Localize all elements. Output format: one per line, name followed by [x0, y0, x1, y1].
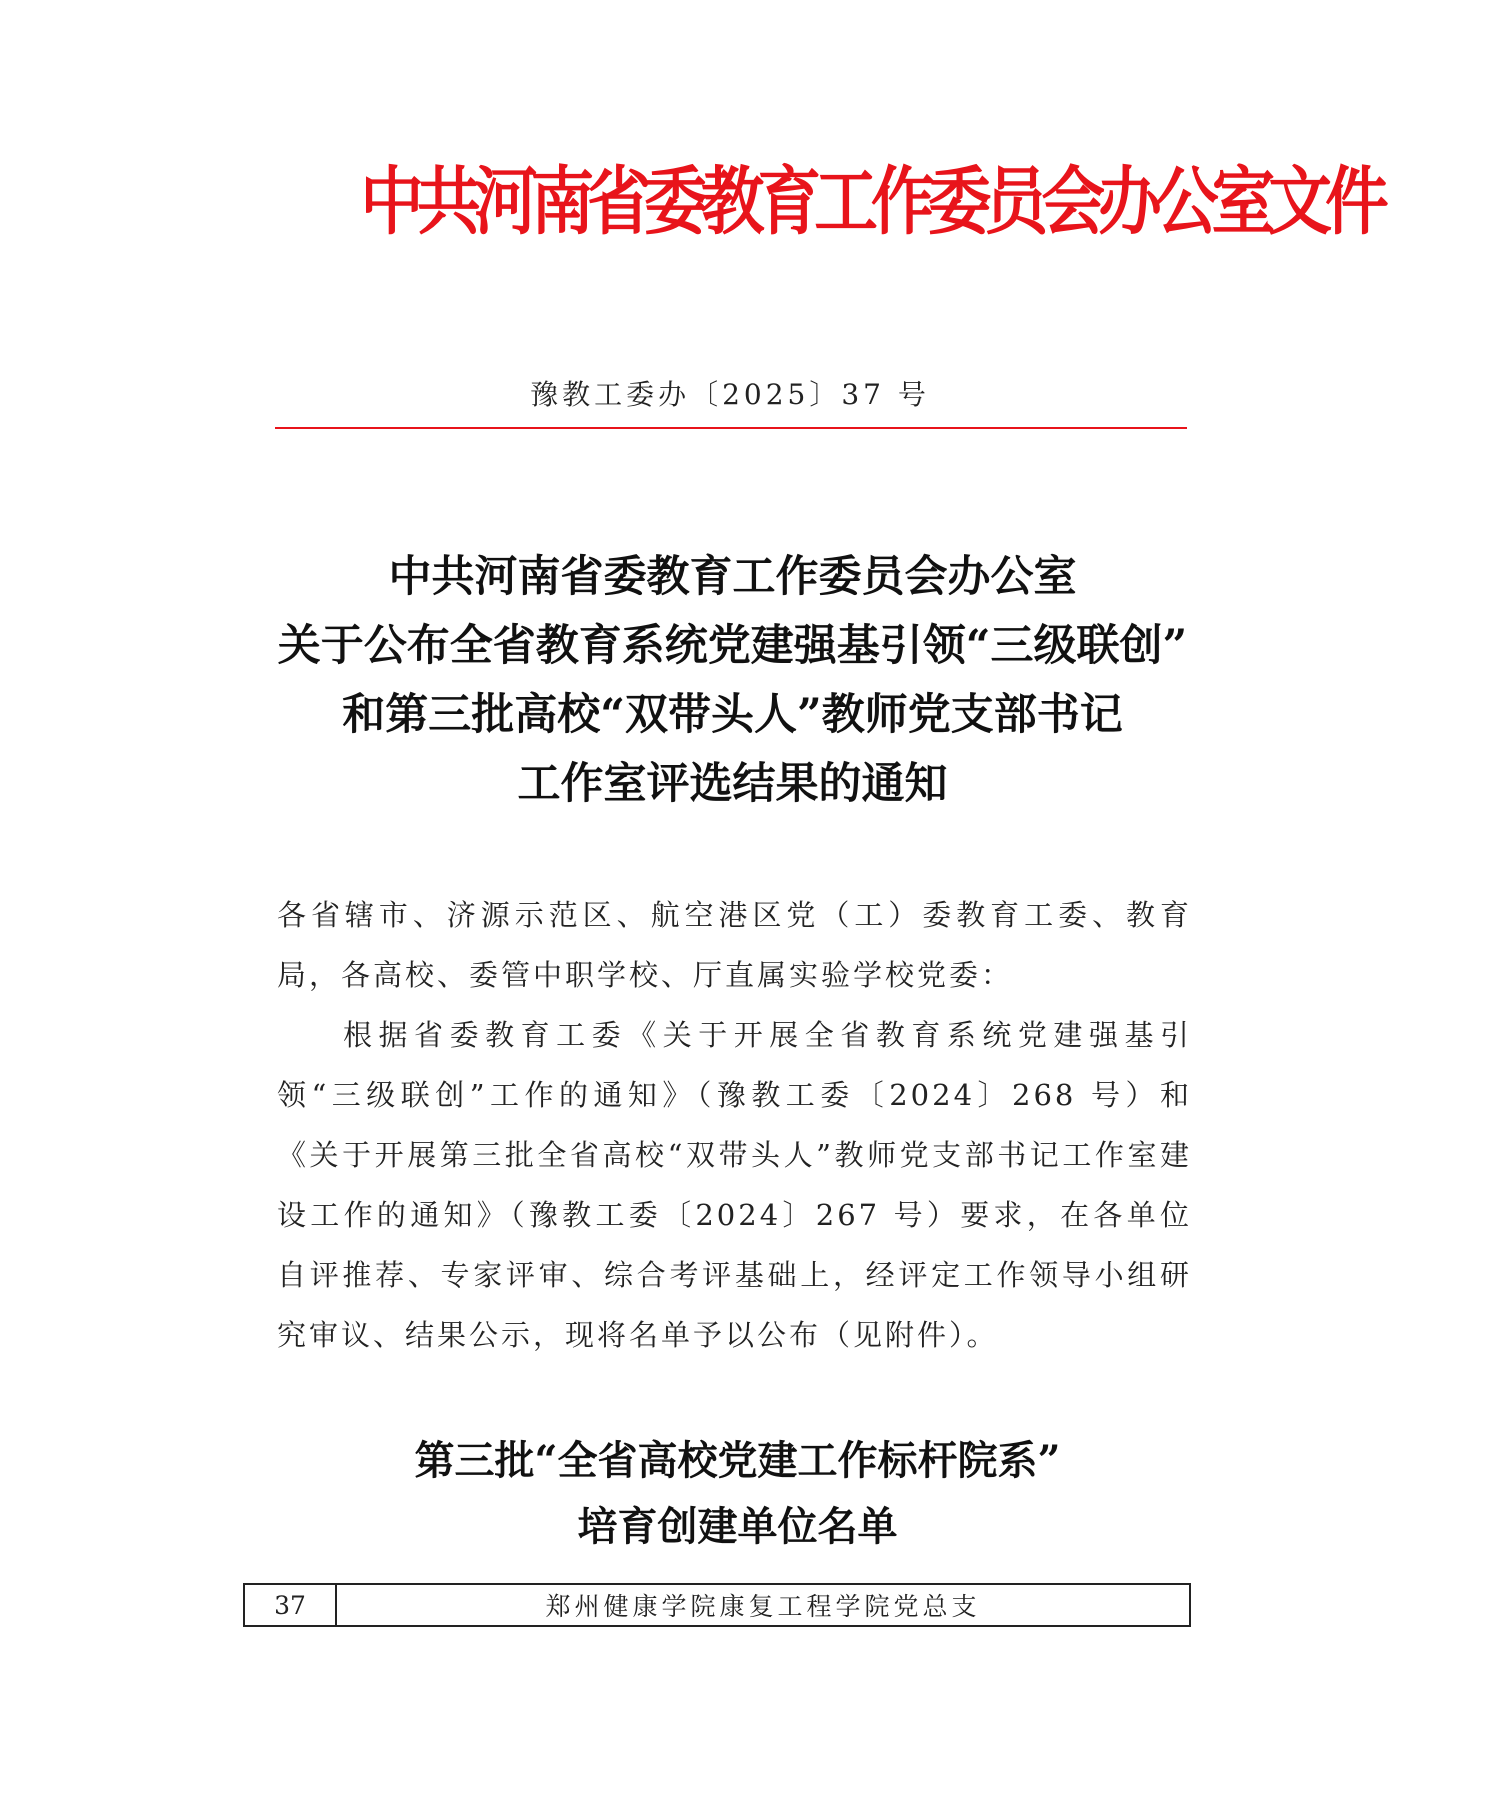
attachment-title-line: 培育创建单位名单: [577, 1503, 898, 1550]
document-number: 豫教工委办〔2025〕37 号: [530, 378, 930, 411]
notice-title-line: 工作室评选结果的通知: [517, 759, 948, 809]
notice-title-line: 关于公布全省教育系统党建强基引领“三级联创”: [277, 621, 1188, 671]
notice-title-line: 和第三批高校“双带头人”教师党支部书记: [342, 690, 1123, 740]
row-number-cell: 37: [244, 1584, 336, 1626]
addressee-paragraph: 各省辖市、济源示范区、航空港区党（工）委教育工委、教育局，各高校、委管中职学校、厅直属实验学校党委：: [277, 898, 1192, 992]
attachment-title: [300, 1428, 1175, 1560]
unit-name-cell: 郑州健康学院康复工程学院党总支: [336, 1584, 1190, 1626]
body-paragraph: 根据省委教育工委《关于开展全省教育系统党建强基引领“三级联创”工作的通知》（豫教工委〔2024〕268 号）和《关于开展第三批全省高校“双带头人”教师党支部书记工作室建设工作的通知》（豫教工委〔2024〕267 号）要求，在各单位自评推荐、专家评审、综合考评基础上，经评定工作领导小组研究审议、结果公示，现将名单予以公布（见附件）。: [277, 1018, 1192, 1352]
notice-body: [277, 885, 1192, 1365]
document-header-title: 中共河南省委教育工作委员会办公室文件: [360, 159, 1382, 245]
attachment-title-line: 第三批“全省高校党建工作标杆院系”: [414, 1437, 1061, 1484]
notice-title-line: 中共河南省委教育工作委员会办公室: [388, 552, 1077, 602]
table-row: [244, 1584, 1190, 1626]
unit-list-table: [243, 1583, 1191, 1627]
red-separator-rule: [275, 427, 1187, 429]
notice-title: [260, 543, 1205, 819]
